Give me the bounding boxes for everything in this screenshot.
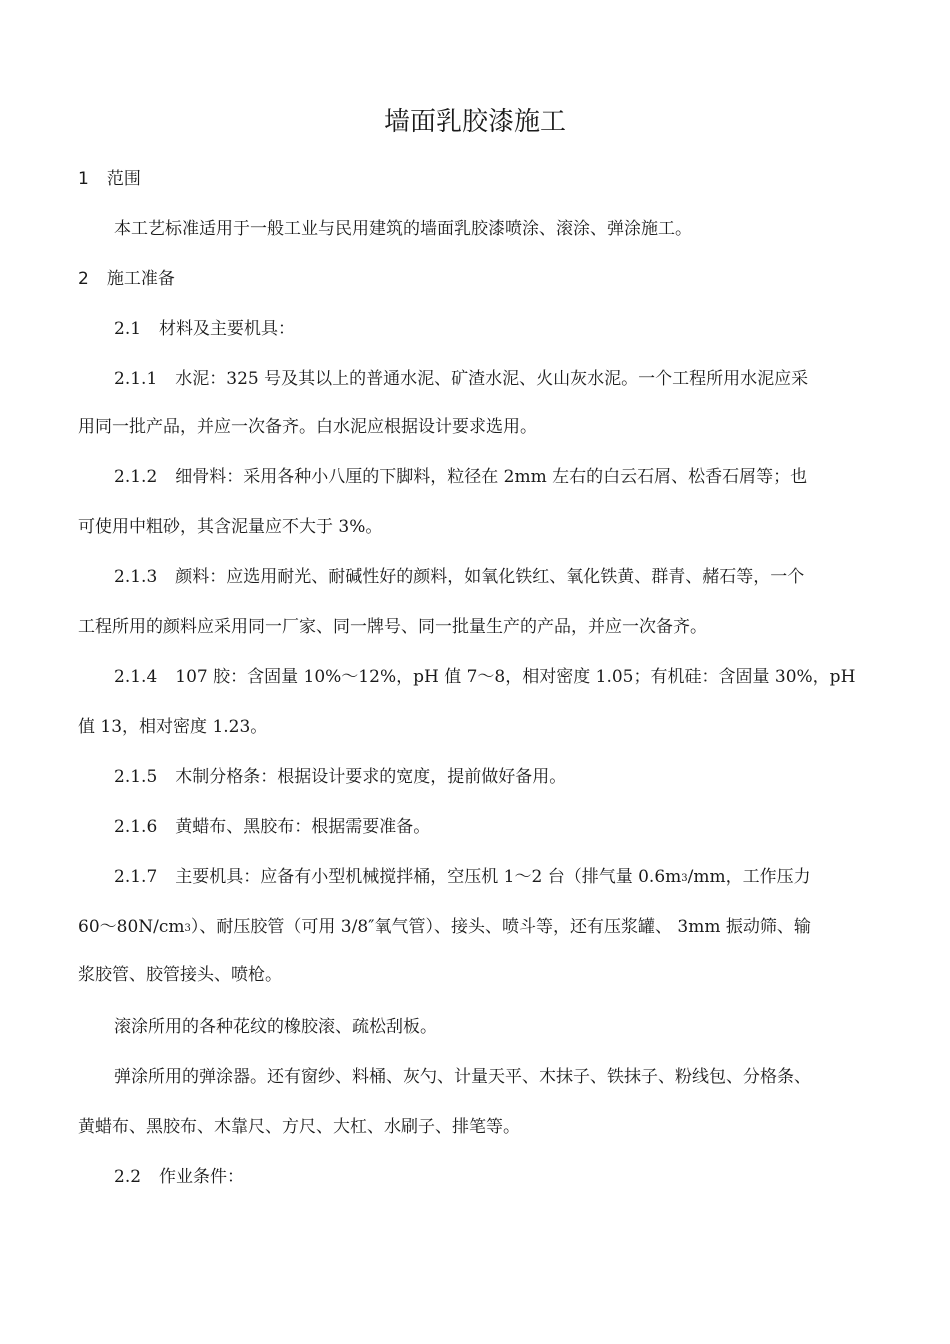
- clause-2-1-5: [114, 764, 566, 790]
- clause-number: 2.1: [114, 319, 142, 339]
- clause-text: 材料及主要机具：: [159, 319, 296, 339]
- clause-text: 作业条件：: [159, 1167, 245, 1187]
- spray-coating-paragraph-line-2: 黄蜡布、黑胶布、木靠尺、方尺、大杠、水刷子、排笔等。: [78, 1117, 520, 1137]
- clause-2-1-1-line-1: [114, 366, 808, 392]
- section-heading-1: [78, 166, 141, 192]
- clause-text: 细骨料：采用各种小八厘的下脚料，粒径在 2mm 左右的白云石屑、松香石屑等；也: [175, 467, 808, 487]
- section-heading-2: [78, 266, 175, 292]
- clause-number: 2.1.6: [114, 817, 158, 837]
- section-title: 范围: [106, 169, 141, 189]
- clause-2-1-7-line-3: 浆胶管、胶管接头、喷枪。: [78, 965, 282, 985]
- clause-text: 主要机具：应备有小型机械搅拌桶，空压机 1～2 台（排气量 0.6m: [175, 867, 682, 887]
- clause-text: 60～80N/cm: [78, 917, 185, 937]
- clause-2-1-7-line-2: [78, 914, 811, 942]
- roll-coating-paragraph: 滚涂所用的各种花纹的橡胶滚、疏松刮板。: [114, 1017, 437, 1037]
- clause-2-1-7-line-1: [114, 864, 811, 892]
- clause-2-1-2-line-2: 可使用中粗砂，其含泥量应不大于 3%。: [78, 517, 383, 537]
- section-number: 1: [78, 169, 89, 189]
- clause-2-1-4-line-1: [114, 664, 855, 690]
- clause-2-1-3-line-1: [114, 564, 804, 590]
- clause-number: 2.1.1: [114, 369, 158, 389]
- page-title: 墙面乳胶漆施工: [383, 107, 566, 137]
- clause-number: 2.1.5: [114, 767, 158, 787]
- clause-2-1-3-line-2: 工程所用的颜料应采用同一厂家、同一牌号、同一批量生产的产品，并应一次备齐。: [78, 617, 707, 637]
- subsection-2-1: [114, 316, 295, 342]
- clause-text: 107 胶：含固量 10%～12%，pH 值 7～8，相对密度 1.05；有机硅：含固量 30%，pH: [175, 667, 856, 687]
- clause-number: 2.1.3: [114, 567, 158, 587]
- section-title: 施工准备: [106, 269, 175, 289]
- clause-2-1-1-line-2: 用同一批产品，并应一次备齐。白水泥应根据设计要求选用。: [78, 417, 537, 437]
- clause-number: 2.1.7: [114, 867, 158, 887]
- superscript: 3: [681, 873, 688, 884]
- clause-2-1-2-line-1: [114, 464, 807, 490]
- clause-text: /mm，工作压力: [687, 867, 811, 887]
- clause-text: 水泥：325 号及其以上的普通水泥、矿渣水泥、火山灰水泥。一个工程所用水泥应采: [175, 369, 809, 389]
- clause-2-1-6: [114, 814, 430, 840]
- subsection-2-2: [114, 1164, 244, 1190]
- clause-text: 黄蜡布、黑胶布：根据需要准备。: [175, 817, 431, 837]
- section-number: 2: [78, 269, 89, 289]
- superscript: 3: [184, 923, 191, 934]
- scope-paragraph: 本工艺标准适用于一般工业与民用建筑的墙面乳胶漆喷涂、滚涂、弹涂施工。: [114, 219, 692, 239]
- clause-number: 2.1.4: [114, 667, 158, 687]
- clause-number: 2.2: [114, 1167, 142, 1187]
- clause-text: ）、耐压胶管（可用 3/8″氧气管）、接头、喷斗等，还有压浆罐、 3mm 振动筛、输: [190, 917, 811, 937]
- spray-coating-paragraph-line-1: 弹涂所用的弹涂器。还有窗纱、料桶、灰勺、计量天平、木抹子、铁抹子、粉线包、分格条、: [114, 1067, 811, 1087]
- clause-2-1-4-line-2: 值 13，相对密度 1.23。: [78, 717, 268, 737]
- clause-number: 2.1.2: [114, 467, 158, 487]
- clause-text: 木制分格条：根据设计要求的宽度，提前做好备用。: [175, 767, 567, 787]
- clause-text: 颜料：应选用耐光、耐碱性好的颜料，如氧化铁红、氧化铁黄、群青、赭石等，一个: [175, 567, 805, 587]
